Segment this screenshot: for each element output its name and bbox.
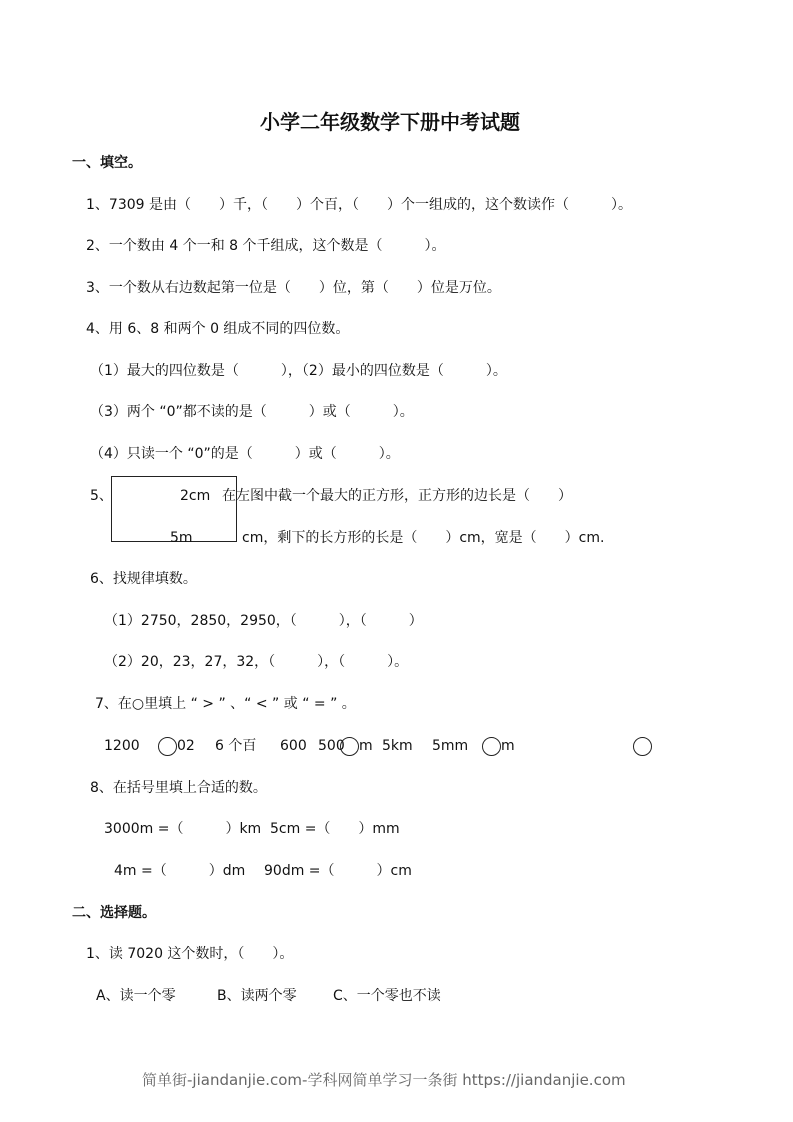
- question-1-4-part-2: （3）两个 “0”都不读的是（ ）或（ ）。: [90, 404, 414, 420]
- compare-circle-2[interactable]: [340, 737, 359, 756]
- footer-watermark: 简单街-jiandanjie.com-学科网简单学习一条街 https://jiandanjie.com: [142, 1071, 626, 1089]
- question-1-4-stem: 4、用 6、8 和两个 0 组成不同的四位数。: [86, 321, 350, 337]
- compare-item: 02: [177, 738, 195, 754]
- question-1-2: 2、一个数由 4 个一和 8 个千组成，这个数是（ ）。: [86, 238, 446, 254]
- compare-item: 5mm: [432, 738, 469, 754]
- question-1-5-number: 5、: [90, 488, 113, 504]
- compare-circle-3[interactable]: [482, 737, 501, 756]
- question-1-4-part-3: （4）只读一个 “0”的是（ ）或（ ）。: [90, 446, 400, 462]
- compare-item: 6 个百: [215, 738, 257, 754]
- question-1-5-line-2: cm，剩下的长方形的长是（ ）cm，宽是（ ）cm.: [242, 530, 605, 546]
- question-1-5-line-1: 在左图中截一个最大的正方形，正方形的边长是（ ）: [222, 488, 572, 504]
- question-1-1: 1、7309 是由（ ）千，（ ）个百，（ ）个一组成的，这个数读作（ ）。: [86, 197, 632, 213]
- question-1-4-part-1: （1）最大的四位数是（ ），（2）最小的四位数是（ ）。: [90, 363, 507, 379]
- question-1-8-row-1b: 5cm =（ ）mm: [270, 821, 400, 837]
- question-1-6-part-1: （1）2750，2850，2950，（ ），（ ）: [104, 613, 423, 629]
- section-heading-choice: 二、选择题。: [72, 905, 156, 921]
- compare-item: 5km: [382, 738, 413, 754]
- option-a: A、读一个零: [96, 988, 176, 1004]
- compare-item: 600: [280, 738, 307, 754]
- section-heading-fill-blank: 一、填空。: [72, 155, 142, 171]
- rectangle-length-label: 5m: [170, 530, 193, 546]
- question-1-8-stem: 8、在括号里填上合适的数。: [90, 780, 267, 796]
- question-1-6-stem: 6、找规律填数。: [90, 571, 197, 587]
- compare-item: m: [501, 738, 515, 754]
- compare-circle-1[interactable]: [158, 737, 177, 756]
- compare-item: 1200: [104, 738, 140, 754]
- compare-circle-4[interactable]: [633, 737, 652, 756]
- question-1-8-row-2b: 90dm =（ ）cm: [264, 863, 412, 879]
- question-1-6-part-2: （2）20，23，27，32，（ ），（ ）。: [104, 654, 409, 670]
- question-1-7-stem: 7、在○里填上 “ > ” 、“ < ” 或 “ = ” 。: [95, 696, 356, 712]
- rectangle-width-label: 2cm: [180, 488, 211, 504]
- compare-item: 500: [318, 738, 345, 754]
- question-1-3: 3、一个数从右边数起第一位是（ ）位，第（ ）位是万位。: [86, 280, 501, 296]
- option-b: B、读两个零: [217, 988, 297, 1004]
- question-1-8-row-2a: 4m =（ ）dm: [114, 863, 246, 879]
- page-title: 小学二年级数学下册中考试题: [260, 110, 520, 134]
- question-2-1: 1、读 7020 这个数时，（ ）。: [86, 946, 294, 962]
- option-c: C、一个零也不读: [333, 988, 441, 1004]
- question-1-8-row-1a: 3000m =（ ）km: [104, 821, 262, 837]
- compare-item: m: [359, 738, 373, 754]
